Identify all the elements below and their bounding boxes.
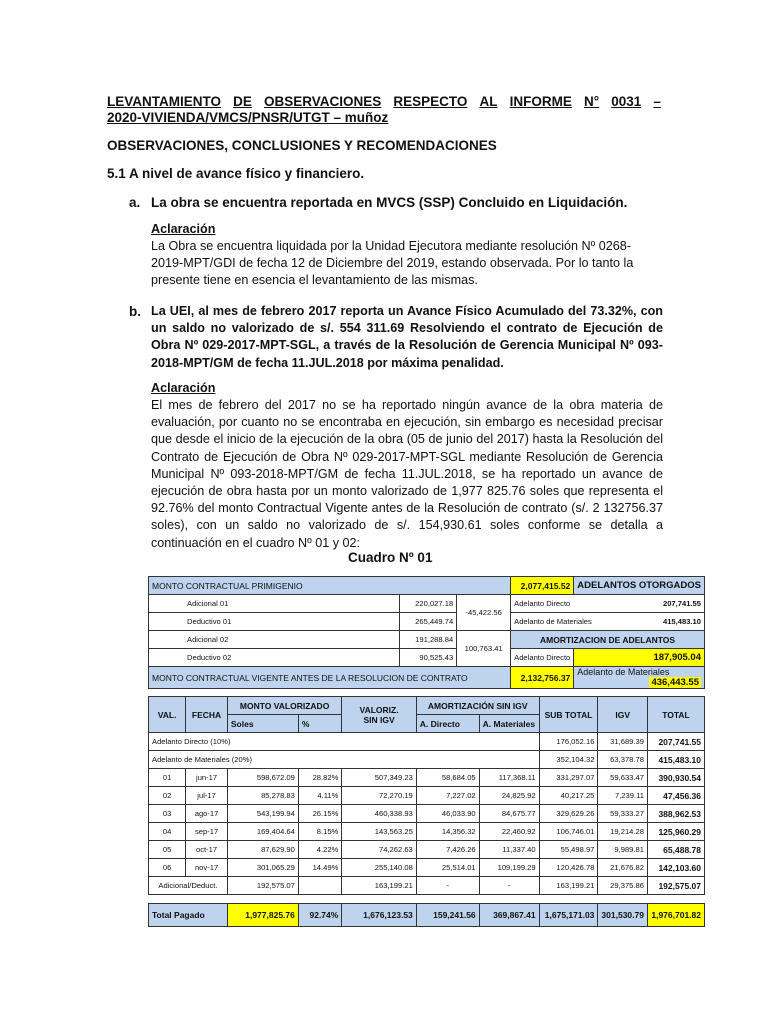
cell-sub-total: 331,297.07 bbox=[539, 769, 598, 787]
adelanto-materiales-value: 415,483.10 bbox=[662, 617, 701, 626]
cell-soles: 598,672.09 bbox=[227, 769, 298, 787]
cell-valoriz: 507,349.23 bbox=[342, 769, 416, 787]
cell-pct: 28.82% bbox=[298, 769, 341, 787]
header-valoriz bbox=[342, 697, 416, 733]
spacer-row bbox=[149, 895, 705, 904]
cell-fecha: jun-17 bbox=[186, 769, 228, 787]
cell-pct: 4.11% bbox=[298, 787, 341, 805]
cell-pct bbox=[298, 877, 341, 895]
amort-directo-value: 187,905.04 bbox=[574, 649, 705, 667]
cell-a-materiales: 24,825.92 bbox=[479, 787, 539, 805]
cell-pct: 14.49% bbox=[298, 859, 341, 877]
amort-materiales-row bbox=[574, 667, 705, 689]
item-a-text: La obra se encuentra reportada en MVCS (SSP) Concluido en Liquidación. bbox=[151, 195, 628, 210]
cell-soles: 543,199.94 bbox=[227, 805, 298, 823]
cell-a-materiales: 11,337.40 bbox=[479, 841, 539, 859]
header-total: TOTAL bbox=[647, 697, 704, 733]
cell-a-directo: 14,356.32 bbox=[416, 823, 479, 841]
cell-pct: 26.15% bbox=[298, 805, 341, 823]
vigente-value: 2,132,756.37 bbox=[511, 667, 574, 689]
cell-total: 415,483.10 bbox=[647, 751, 704, 769]
adelanto-directo-row-label: Adelanto Directo (10%) bbox=[149, 733, 540, 751]
item-b-aclaracion-title: Aclaración bbox=[151, 381, 216, 395]
cell-val: 06 bbox=[149, 859, 186, 877]
cell-total: 142,103.60 bbox=[647, 859, 704, 877]
header-valoriz-line2: SIN IGV bbox=[363, 714, 395, 725]
cell-total: 192,575.07 bbox=[647, 877, 704, 895]
adicional02-label: Adicional 02 bbox=[149, 631, 400, 649]
cuadro-title: Cuadro Nº 01 bbox=[348, 550, 433, 565]
table-row bbox=[149, 769, 705, 787]
subsection-heading: 5.1 A nivel de avance físico y financiero. bbox=[107, 166, 365, 181]
item-a-aclaracion-title: Aclaración bbox=[151, 222, 216, 236]
cell-fecha: ago-17 bbox=[186, 805, 228, 823]
adicional01-label: Adicional 01 bbox=[149, 595, 400, 613]
amortizacion-label: AMORTIZACION DE ADELANTOS bbox=[511, 631, 705, 649]
cell-a-directo: 25,514.01 bbox=[416, 859, 479, 877]
header-amortizacion: AMORTIZACIÓN SIN IGV bbox=[416, 697, 539, 715]
title-word: RESPECTO bbox=[393, 94, 468, 109]
amort-materiales-value: 436,443.55 bbox=[651, 677, 699, 688]
table-row bbox=[149, 877, 705, 895]
cell-sub-total: 176,052.16 bbox=[539, 733, 598, 751]
item-b-text: La UEI, al mes de febrero 2017 reporta un Avance Físico Acumulado del 73.32%, con un saldo no valorizado de s/. 554 311.69 Resolviendo el contrato de Ejecución de Obra Nº 029-2017-MPT-SGL, a través de la Resolución de Gerencia Municipal Nº 093-2018-MPT/GM de fecha 11.JUL.2018 por máxima penalidad. bbox=[151, 304, 663, 370]
table-row bbox=[149, 787, 705, 805]
cell-igv: 59,333.27 bbox=[598, 805, 648, 823]
valorizacion-rows bbox=[149, 769, 705, 877]
header-a-materiales: A. Materiales bbox=[479, 715, 539, 733]
deductivo02-value: 90,525.43 bbox=[399, 649, 457, 667]
net02-value: 100,763.41 bbox=[457, 631, 511, 667]
adelantos-label: ADELANTOS OTORGADOS bbox=[574, 577, 705, 595]
cell-a-materiales: 117,368.11 bbox=[479, 769, 539, 787]
cell-fecha: jul-17 bbox=[186, 787, 228, 805]
cell-soles: 87,629.90 bbox=[227, 841, 298, 859]
total-sub-total: 1,675,171.03 bbox=[539, 904, 598, 927]
deductivo01-value: 265,449.74 bbox=[399, 613, 457, 631]
cell-val: 02 bbox=[149, 787, 186, 805]
item-b-aclaracion-text: El mes de febrero del 2017 no se ha reportado ningún avance de la obra materia de evaluación, por cuanto no se encontraba en ejecución, sin embargo es necesidad precisar que desde el inicio de la ejecución de la obra (05 de junio del 2017) hasta la Resolución del Contrato de Ejecución de Obra Nº 029-2017-MPT-SGL mediante Resolución de Gerencia Municipal Nº 093-2018-MPT/GM de fecha 11.JUL.2018, se ha reportado un avance de ejecución de obra hasta por un monto valorizado de 1,977 825.76 soles que representa el 92.76% del monto Contractual Vigente antes de la Resolución de contrato (s/. 2 132756.37 soles), con un saldo no valorizado de s/. 154,930.61 soles conforme se detalla a continuación en el cuadro Nº 01 y 02: bbox=[151, 398, 663, 550]
cell-val: 04 bbox=[149, 823, 186, 841]
cell-soles: 301,065.29 bbox=[227, 859, 298, 877]
cell-a-directo: - bbox=[416, 877, 479, 895]
total-label: Total Pagado bbox=[149, 904, 228, 927]
table-row bbox=[149, 823, 705, 841]
header-val: VAL. bbox=[149, 697, 186, 733]
valorizaciones-table bbox=[148, 696, 705, 927]
table-row bbox=[149, 733, 705, 751]
cell-fecha: nov-17 bbox=[186, 859, 228, 877]
cell-total: 65,488.78 bbox=[647, 841, 704, 859]
header-a-directo: A. Directo bbox=[416, 715, 479, 733]
section-heading: OBSERVACIONES, CONCLUSIONES Y RECOMENDACIONES bbox=[107, 138, 497, 153]
table-row bbox=[149, 859, 705, 877]
monto-contractual-table bbox=[148, 576, 705, 689]
document-title bbox=[107, 94, 661, 126]
total-a-materiales: 369,867.41 bbox=[479, 904, 539, 927]
deductivo02-label: Deductivo 02 bbox=[149, 649, 400, 667]
cell-valoriz: 74,262.63 bbox=[342, 841, 416, 859]
adelanto-materiales-label: Adelanto de Materiales bbox=[514, 617, 592, 626]
monto-primigenio-value: 2,077,415.52 bbox=[511, 577, 574, 595]
deductivo01-label: Deductivo 01 bbox=[149, 613, 400, 631]
cell-soles: 169,404.64 bbox=[227, 823, 298, 841]
cell-fecha: sep-17 bbox=[186, 823, 228, 841]
cell-sub-total: 352,104.32 bbox=[539, 751, 598, 769]
header-sub-total: SUB TOTAL bbox=[539, 697, 598, 733]
adelanto-directo-label: Adelanto Directo bbox=[514, 599, 571, 608]
item-a-label: a. bbox=[129, 195, 141, 210]
cell-sub-total: 120,426.78 bbox=[539, 859, 598, 877]
cell-a-directo: 46,033.90 bbox=[416, 805, 479, 823]
header-igv: IGV bbox=[598, 697, 648, 733]
cell-igv: 63,378.78 bbox=[598, 751, 648, 769]
cell-total: 390,930.54 bbox=[647, 769, 704, 787]
adicional02-value: 191,288.84 bbox=[399, 631, 457, 649]
header-soles: Soles bbox=[227, 715, 298, 733]
cell-sub-total: 55,498.97 bbox=[539, 841, 598, 859]
adelanto-materiales-row-label: Adelanto de Materiales (20%) bbox=[149, 751, 540, 769]
total-igv: 301,530.79 bbox=[598, 904, 648, 927]
net01-value: -45,422.56 bbox=[457, 595, 511, 631]
cell-valoriz: 143,563.25 bbox=[342, 823, 416, 841]
vigente-label: MONTO CONTRACTUAL VIGENTE ANTES DE LA RESOLUCION DE CONTRATO bbox=[149, 667, 511, 689]
title-word: – bbox=[653, 94, 661, 109]
total-pct: 92.74% bbox=[298, 904, 341, 927]
title-word: N° bbox=[583, 94, 600, 109]
cell-a-materiales: 109,199.29 bbox=[479, 859, 539, 877]
adelanto-directo-value: 207,741.55 bbox=[662, 599, 701, 608]
item-b-label: b. bbox=[129, 304, 141, 319]
cell-igv: 7,239.11 bbox=[598, 787, 648, 805]
spacer-cell bbox=[149, 895, 705, 904]
item-a-aclaracion-text: La Obra se encuentra liquidada por la Unidad Ejecutora mediante resolución Nº 0268-2019-MPT/GDI de fecha 12 de Diciembre del 2019, estando observada. Por lo tanto la presente tiene en esencia el levantamiento de las mismas. bbox=[151, 239, 634, 288]
header-pct: % bbox=[298, 715, 341, 733]
cell-a-materiales: 84,675.77 bbox=[479, 805, 539, 823]
cell-soles: 85,278.83 bbox=[227, 787, 298, 805]
cell-sub-total: 163,199.21 bbox=[539, 877, 598, 895]
total-valoriz: 1,676,123.53 bbox=[342, 904, 416, 927]
table-row bbox=[149, 751, 705, 769]
cell-sub-total: 106,746.01 bbox=[539, 823, 598, 841]
total-a-directo: 159,241.56 bbox=[416, 904, 479, 927]
title-word: INFORME bbox=[509, 94, 572, 109]
title-word: LEVANTAMIENTO bbox=[107, 94, 221, 109]
cell-total: 207,741.55 bbox=[647, 733, 704, 751]
title-line-2: 2020-VIVIENDA/VMCS/PNSR/UTGT – muñoz bbox=[107, 110, 389, 125]
cell-sub-total: 40,217.25 bbox=[539, 787, 598, 805]
cell-val: 01 bbox=[149, 769, 186, 787]
title-word: AL bbox=[479, 94, 498, 109]
adicional01-value: 220,027.18 bbox=[399, 595, 457, 613]
cell-pct: 8.15% bbox=[298, 823, 341, 841]
total-soles: 1,977,825.76 bbox=[227, 904, 298, 927]
cell-igv: 59,633.47 bbox=[598, 769, 648, 787]
table-row bbox=[149, 841, 705, 859]
total-row bbox=[149, 904, 705, 927]
cell-val: 05 bbox=[149, 841, 186, 859]
cell-igv: 31,689.39 bbox=[598, 733, 648, 751]
cell-val: 03 bbox=[149, 805, 186, 823]
cell-total: 388,962.53 bbox=[647, 805, 704, 823]
cell-fecha: oct-17 bbox=[186, 841, 228, 859]
cell-valoriz: 255,140.08 bbox=[342, 859, 416, 877]
adelanto-materiales-row bbox=[511, 613, 705, 631]
monto-primigenio-label: MONTO CONTRACTUAL PRIMIGENIO bbox=[149, 577, 511, 595]
title-word: DE bbox=[233, 94, 252, 109]
title-word: 0031 bbox=[611, 94, 642, 109]
cell-igv: 19,214.28 bbox=[598, 823, 648, 841]
cell-a-materiales: 22,460.92 bbox=[479, 823, 539, 841]
title-word: OBSERVACIONES bbox=[263, 94, 382, 109]
cell-a-directo: 7,227.02 bbox=[416, 787, 479, 805]
cell-soles: 192,575.07 bbox=[227, 877, 298, 895]
adicional-row-label: Adicional/Deduct. bbox=[149, 877, 228, 895]
table-row bbox=[149, 805, 705, 823]
title-line-1 bbox=[107, 94, 661, 110]
cell-valoriz: 72,270.19 bbox=[342, 787, 416, 805]
adelanto-directo-row bbox=[511, 595, 705, 613]
cell-a-directo: 7,426.26 bbox=[416, 841, 479, 859]
amort-directo-label: Adelanto Directo bbox=[511, 649, 574, 667]
cell-total: 47,456.36 bbox=[647, 787, 704, 805]
cell-a-directo: 58,684.05 bbox=[416, 769, 479, 787]
cell-a-materiales: - bbox=[479, 877, 539, 895]
header-valoriz-line1: VALORIZ. bbox=[359, 704, 399, 715]
header-monto-valorizado: MONTO VALORIZADO bbox=[227, 697, 341, 715]
cell-igv: 9,989.81 bbox=[598, 841, 648, 859]
cell-total: 125,960.29 bbox=[647, 823, 704, 841]
cell-sub-total: 329,629.26 bbox=[539, 805, 598, 823]
amort-materiales-label: Adelanto de Materiales bbox=[577, 667, 670, 677]
cell-igv: 21,676.82 bbox=[598, 859, 648, 877]
total-total: 1,976,701.82 bbox=[647, 904, 704, 927]
header-fecha: FECHA bbox=[186, 697, 228, 733]
cell-valoriz: 460,338.93 bbox=[342, 805, 416, 823]
cell-valoriz: 163,199.21 bbox=[342, 877, 416, 895]
cell-pct: 4.22% bbox=[298, 841, 341, 859]
cell-igv: 29,375.86 bbox=[598, 877, 648, 895]
